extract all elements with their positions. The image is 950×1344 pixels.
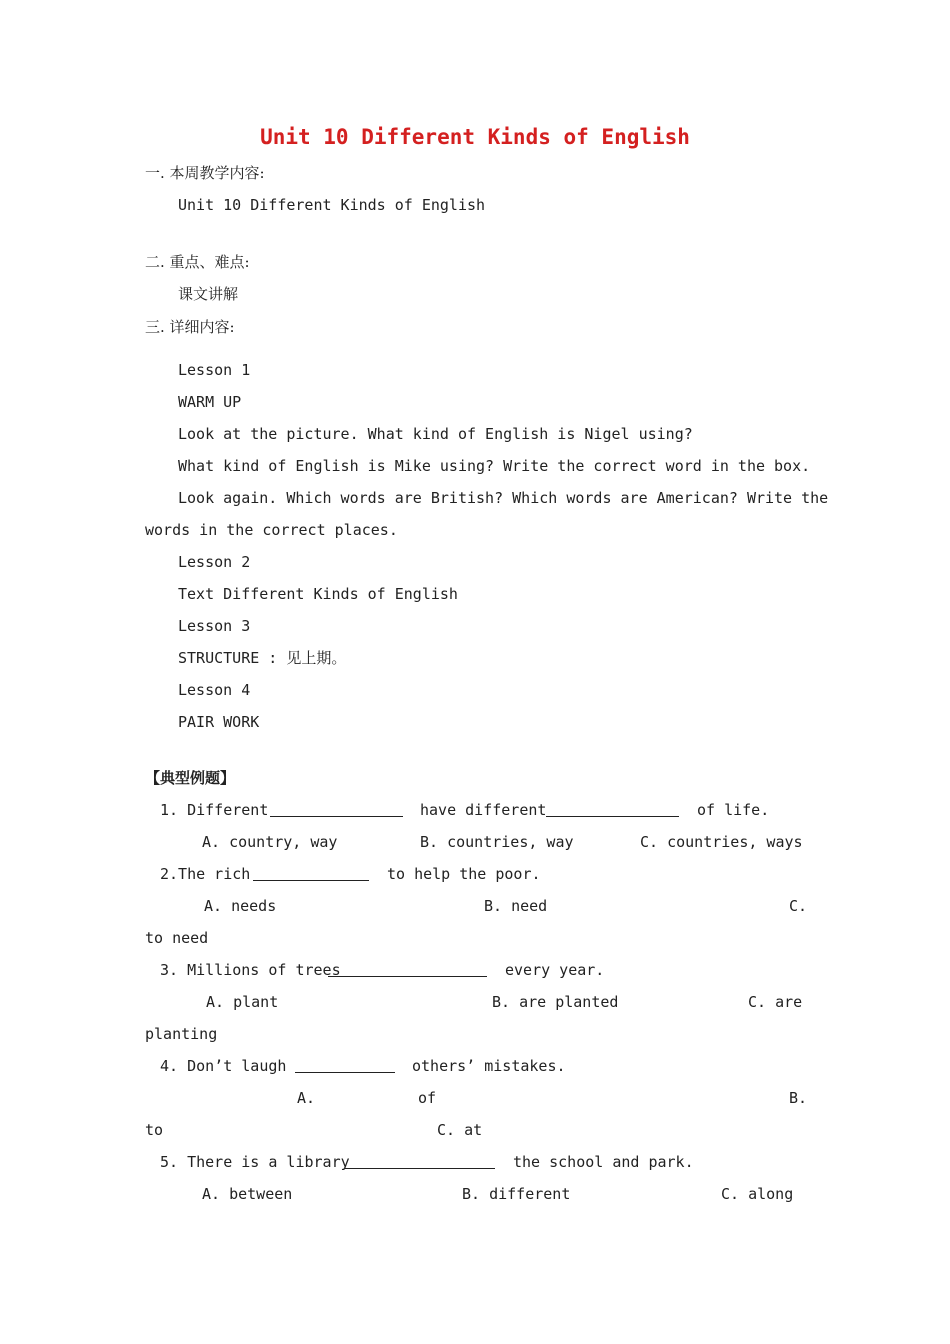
q5-option-c: C. along xyxy=(721,1185,794,1203)
q3-stem-part-1: 3. Millions of trees xyxy=(160,961,341,979)
q2-option-c-cont: to need xyxy=(145,929,209,947)
section-2-heading: 二. 重点、难点: xyxy=(145,253,250,271)
section-1-heading: 一. 本周教学内容: xyxy=(145,164,265,182)
q5-stem-part-1: 5. There is a library xyxy=(160,1153,350,1171)
lesson-1-question-3-cont: words in the correct places. xyxy=(145,521,398,539)
q2-stem-part-1: 2.The rich xyxy=(160,865,251,883)
q4-stem-part-2: others’ mistakes. xyxy=(412,1057,566,1075)
q5-stem-part-2: the school and park. xyxy=(513,1153,694,1171)
lesson-3-structure: STRUCTURE : 见上期。 xyxy=(178,649,347,667)
q2-option-b: B. need xyxy=(484,897,548,915)
q2-option-c: C. xyxy=(789,897,808,915)
lesson-2-text: Text Different Kinds of English xyxy=(178,585,458,603)
q4-option-a-value: of xyxy=(418,1089,437,1107)
q1-option-b: B. countries, way xyxy=(420,833,574,851)
q5-blank xyxy=(344,1154,495,1169)
q1-stem-part-1: 1. Different xyxy=(160,801,269,819)
q5-option-a: A. between xyxy=(202,1185,293,1203)
q1-blank-1 xyxy=(270,802,403,817)
q3-option-a: A. plant xyxy=(206,993,279,1011)
q3-option-c-cont: planting xyxy=(145,1025,218,1043)
q4-blank xyxy=(295,1058,395,1073)
pair-work-label: PAIR WORK xyxy=(178,713,260,731)
lesson-1-question-2: What kind of English is Mike using? Write the correct word in the box. xyxy=(178,457,811,475)
lesson-1-label: Lesson 1 xyxy=(178,361,251,379)
q2-stem-part-2: to help the poor. xyxy=(387,865,541,883)
lesson-1-question-3: Look again. Which words are British? Which words are American? Write the xyxy=(178,489,829,507)
q4-stem-part-1: 4. Don’t laugh xyxy=(160,1057,287,1075)
q1-option-c: C. countries, ways xyxy=(640,833,803,851)
lesson-1-question-1: Look at the picture. What kind of English is Nigel using? xyxy=(178,425,693,443)
q3-option-b: B. are planted xyxy=(492,993,619,1011)
section-3-heading: 三. 详细内容: xyxy=(145,318,235,336)
document-title: Unit 10 Different Kinds of English xyxy=(260,125,690,149)
q1-blank-2 xyxy=(546,802,679,817)
lesson-2-label: Lesson 2 xyxy=(178,553,251,571)
lesson-4-label: Lesson 4 xyxy=(178,681,251,699)
q1-option-a: A. country, way xyxy=(202,833,338,851)
q3-stem-part-2: every year. xyxy=(505,961,605,979)
q2-option-a: A. needs xyxy=(204,897,277,915)
examples-heading: 【典型例题】 xyxy=(145,769,236,787)
lesson-3-label: Lesson 3 xyxy=(178,617,251,635)
q4-option-b-cont: to xyxy=(145,1121,164,1139)
q1-stem-part-3: of life. xyxy=(697,801,770,819)
q3-blank xyxy=(328,962,487,977)
warm-up-label: WARM UP xyxy=(178,393,242,411)
q2-blank xyxy=(253,866,369,881)
q4-option-b: B. xyxy=(789,1089,808,1107)
q4-option-a: A. xyxy=(297,1089,316,1107)
q5-option-b: B. different xyxy=(462,1185,571,1203)
q4-option-c: C. at xyxy=(437,1121,483,1139)
section-1-body: Unit 10 Different Kinds of English xyxy=(178,196,486,214)
q1-stem-part-2: have different xyxy=(420,801,547,819)
section-2-body: 课文讲解 xyxy=(178,285,239,303)
q3-option-c: C. are xyxy=(748,993,803,1011)
